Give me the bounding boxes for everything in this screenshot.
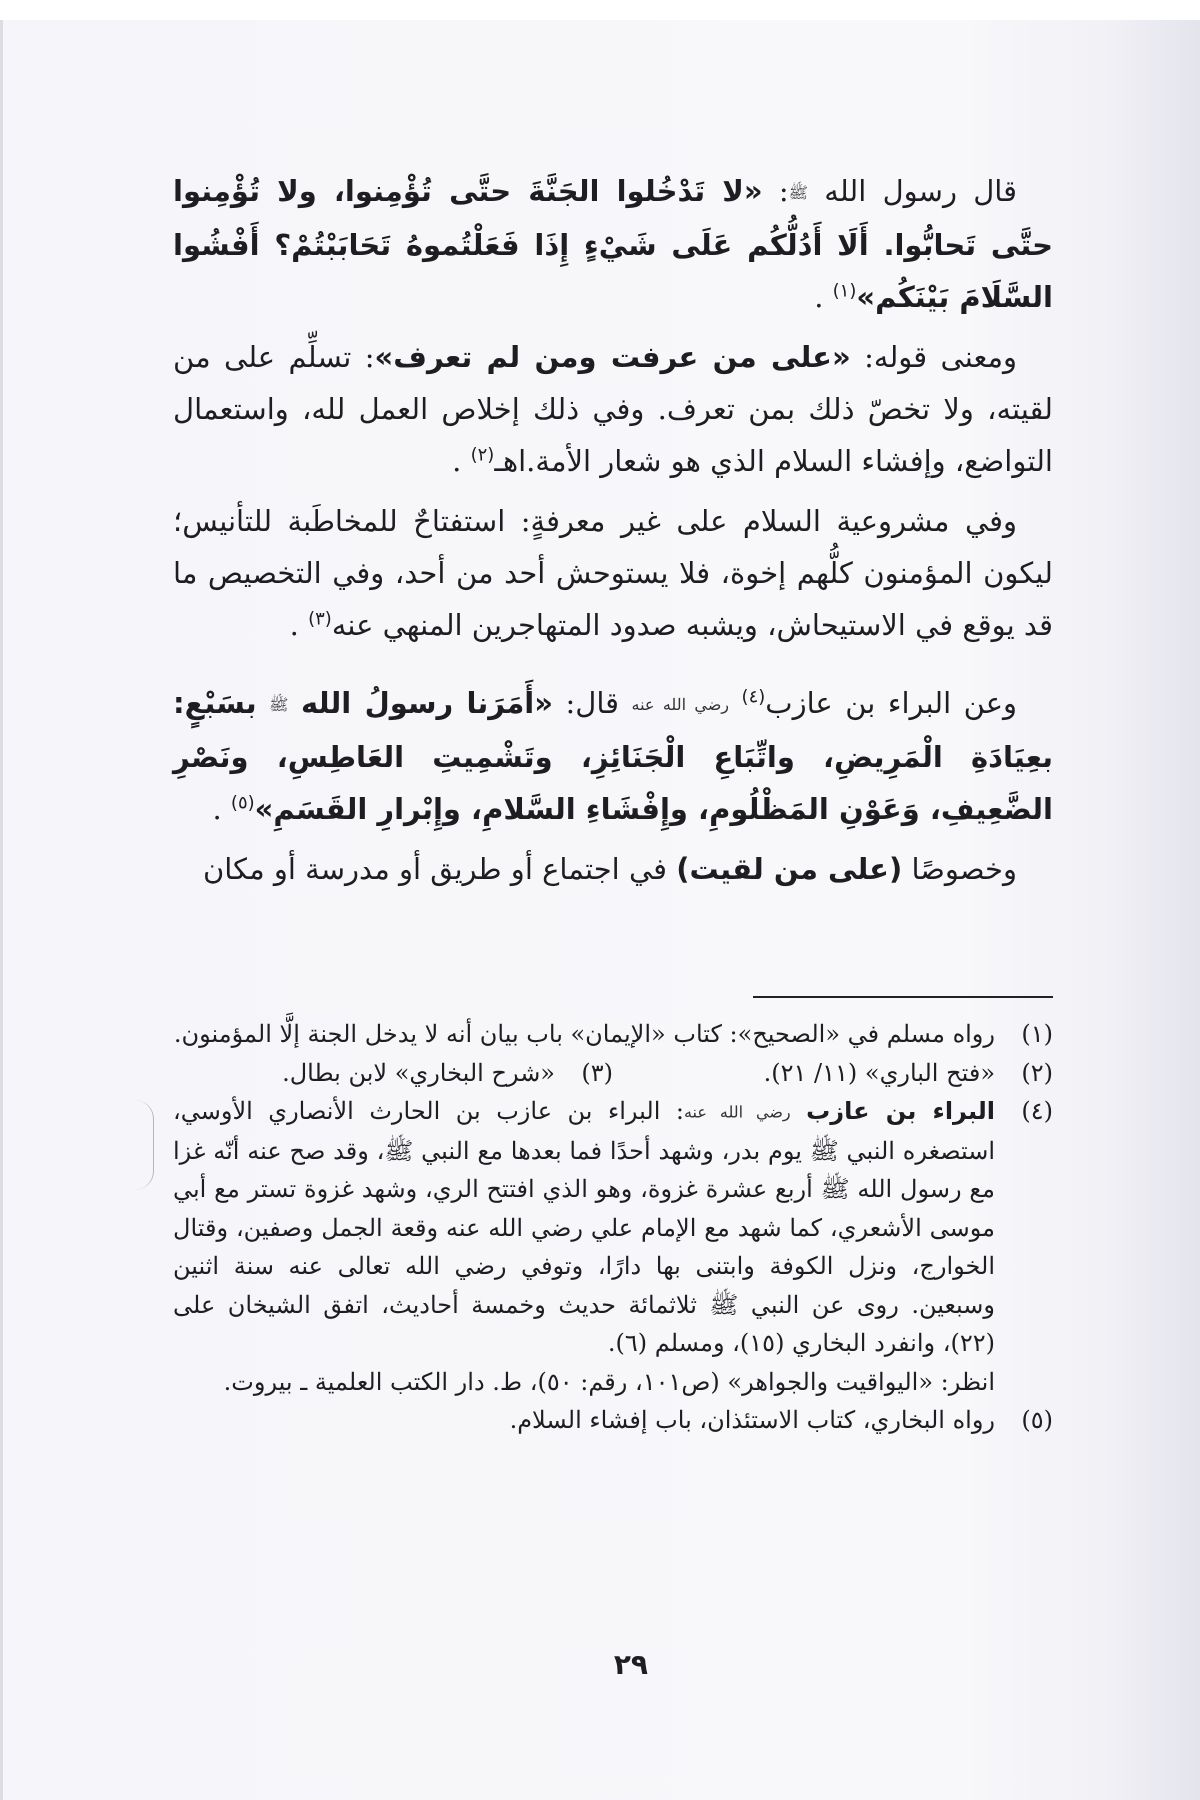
bold-phrase: (على من لقيت) bbox=[676, 852, 903, 886]
colon: : bbox=[762, 174, 789, 208]
biography-text: : البراء بن عازب بن الحارث الأنصاري الأوسي، استصغره النبي ﷺ يوم بدر، وشهد أحدًا فما بعدها مع النبي ﷺ، وقد صح عنه أنّه غزا مع رسول الله ﷺ أربع عشرة غزوة، وهو الذي افتتح الري، وشهد غزوة تستر مع أبي موسى الأشعري، كما شهد مع الإمام علي رضي الله عنه وقعة الجمل وصفين، وقتال الخوارج، ونزل الكوفة وابتنى بها دارًا، وتوفي رضي الله تعالى عنه سنة اثنين وسبعين. روى عن النبي ﷺ ثلاثمائة حديث وخمسة أحاديث، اتفق الشيخان على (٢٢)، وانفرد البخاري (١٥)، ومسلم (٦). bbox=[173, 1097, 995, 1358]
paragraph-hadith-paradise bbox=[173, 165, 1053, 323]
footnote-3 bbox=[173, 1054, 613, 1093]
footnote-text: رواه مسلم في «الصحيح»: كتاب «الإيمان» باب بيان أنه لا يدخل الجنة إلَّا المؤمنون. bbox=[173, 1020, 995, 1048]
meaning-text: : تسلِّم على من لقيته، ولا تخصّ ذلك بمن تعرف. وفي ذلك إخلاص العمل لله، واستعمال التواضع، وإفشاء السلام الذي هو شعار الأمة.اهـ bbox=[173, 340, 1053, 478]
meaning-intro: ومعنى قوله: bbox=[850, 340, 1017, 374]
radiallahu-anhu-icon: رضي الله عنه bbox=[683, 1102, 791, 1122]
salutation-icon: ﷺ bbox=[269, 695, 289, 714]
paragraph-bara-hadith bbox=[173, 677, 1053, 835]
paragraph-meaning bbox=[173, 331, 1053, 487]
footnote-number: (٢) bbox=[1021, 1058, 1053, 1087]
period: . bbox=[289, 608, 299, 642]
paragraph-especially bbox=[173, 843, 1053, 895]
page-number: ٢٩ bbox=[613, 1648, 648, 1681]
footnote-number: (١) bbox=[1021, 1020, 1053, 1048]
footnote-text: «شرح البخاري» لابن بطال. bbox=[282, 1058, 555, 1087]
main-text bbox=[173, 165, 1053, 903]
footnote-text: «فتح الباري» (١١/ ٢١). bbox=[763, 1058, 995, 1087]
see-also-reference: انظر: «اليواقيت والجواهر» (ص١٠١، رقم: ٥٠)، ط. دار الكتب العلمية ـ بيروت. bbox=[223, 1367, 995, 1396]
hadith-seven-start: «أَمَرَنا رسولُ الله bbox=[300, 686, 553, 720]
footnote-number: (٤) bbox=[1021, 1097, 1053, 1125]
footnote-text: رواه البخاري، كتاب الاستئذان، باب إفشاء السلام. bbox=[509, 1406, 995, 1435]
biography-name: البراء بن عازب bbox=[806, 1097, 996, 1125]
footnote-4 bbox=[173, 1092, 1053, 1401]
margin-pencil-mark bbox=[135, 1100, 154, 1190]
said-label: قال: bbox=[552, 686, 632, 720]
footnote-ref-3[interactable]: (٣) bbox=[308, 608, 332, 630]
legitimacy-text: وفي مشروعية السلام على غير معرفةٍ: استفتاحٌ للمخاطَبة للتأنيس؛ ليكون المؤمنون كلُّهم إخوة، فلا يستوحش أحد من أحد، وفي التخصيص ما قد يوقع في الاستيحاش، ويشبه صدود المتهاجرين المنهي عنه bbox=[173, 504, 1053, 642]
paragraph-legitimacy bbox=[173, 495, 1053, 651]
hadith-seven-rest: بسَبْعٍ: بعِيَادَةِ الْمَرِيضِ، واتِّبَاعِ الْجَنَائِزِ، وتَشْمِيتِ العَاطِسِ، ونَصْرِ الضَّعِيفِ، وَعَوْنِ المَظْلُومِ، وإِفْشَاءِ السَّلامِ، وإِبْرارِ القَسَمِ» bbox=[173, 686, 1053, 826]
narrator-intro: وعن البراء بن عازب bbox=[765, 686, 1018, 720]
period: . bbox=[814, 280, 824, 314]
footnote-body bbox=[173, 1092, 995, 1401]
footnote-number: (٣) bbox=[581, 1058, 613, 1087]
footnote-5 bbox=[173, 1401, 1053, 1440]
footnote-separator bbox=[753, 996, 1053, 998]
footnotes-2-3-row bbox=[173, 1054, 1053, 1093]
book-page bbox=[153, 20, 1103, 1800]
hadith-text: «لا تَدْخُلوا الجَنَّةَ حتَّى تُؤْمِنوا، ولا تُؤْمِنوا حتَّى تَحابُّوا. أَلَا أَدُلُّكُم عَلَى شَيْءٍ إِذَا فَعَلْتُموهُ تَحَابَبْتُمْ؟ أَفْشُوا السَّلَامَ بَيْنَكُم» bbox=[173, 174, 1053, 314]
footnotes bbox=[173, 1015, 1053, 1440]
salutation-icon: ﷺ bbox=[788, 183, 808, 202]
quoted-phrase: «على من عرفت ومن لم تعرف» bbox=[374, 340, 851, 374]
especially-text: في اجتماع أو طريق أو مدرسة أو مكان bbox=[202, 852, 677, 886]
footnote-ref-5[interactable]: (٥) bbox=[230, 792, 255, 814]
hadith-intro: قال رسول الله bbox=[824, 174, 1018, 208]
footnote-ref-4[interactable]: (٤) bbox=[741, 686, 766, 708]
footnote-ref-2[interactable]: (٢) bbox=[470, 444, 495, 466]
radiallahu-anhu-icon: رضي الله عنه bbox=[631, 695, 730, 714]
scanned-page bbox=[0, 20, 1200, 1800]
period: . bbox=[212, 792, 222, 826]
especially-intro: وخصوصًا bbox=[902, 852, 1017, 886]
period: . bbox=[452, 444, 462, 478]
footnote-number: (٥) bbox=[1021, 1406, 1053, 1435]
footnote-ref-1[interactable]: (١) bbox=[832, 280, 857, 302]
footnote-2 bbox=[613, 1054, 1053, 1093]
footnote-1 bbox=[173, 1015, 1053, 1054]
